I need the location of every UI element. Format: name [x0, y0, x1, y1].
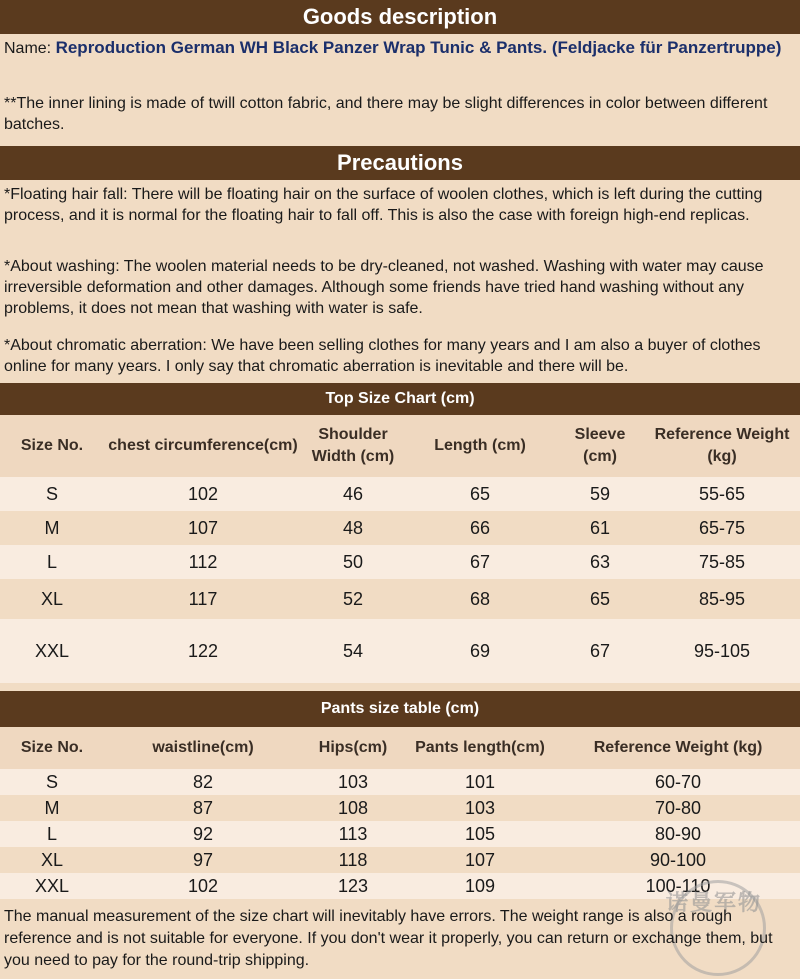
goods-name	[0, 34, 800, 91]
table-cell: 75-85	[644, 545, 800, 579]
table-cell: 54	[302, 619, 404, 683]
table-cell: 68	[404, 579, 556, 619]
column-header: Size No.	[0, 727, 104, 769]
column-header: chest circumference(cm)	[104, 415, 302, 477]
table-row	[0, 769, 800, 795]
table-cell: 63	[556, 545, 644, 579]
table-cell: 109	[404, 873, 556, 899]
table-cell: 59	[556, 477, 644, 511]
column-header: Shoulder Width (cm)	[302, 415, 404, 477]
table-cell: 102	[104, 873, 302, 899]
table-cell: S	[0, 477, 104, 511]
table-cell: M	[0, 511, 104, 545]
column-header: Reference Weight (kg)	[556, 727, 800, 769]
table-cell: 48	[302, 511, 404, 545]
pants-chart-header: Pants size table (cm)	[0, 691, 800, 727]
table-header-row	[0, 415, 800, 477]
table-cell: XXL	[0, 873, 104, 899]
product-name: Reproduction German WH Black Panzer Wrap Tunic & Pants. (Feldjacke für Panzertruppe)	[55, 38, 782, 57]
table-cell: XL	[0, 579, 104, 619]
table-cell: 55-65	[644, 477, 800, 511]
table-cell: 67	[404, 545, 556, 579]
table-cell: 85-95	[644, 579, 800, 619]
column-header: Reference Weight (kg)	[644, 415, 800, 477]
table-cell: 107	[104, 511, 302, 545]
table-cell: 113	[302, 821, 404, 847]
table-cell: 60-70	[556, 769, 800, 795]
column-header: waistline(cm)	[104, 727, 302, 769]
table-cell: 107	[404, 847, 556, 873]
table-cell: 50	[302, 545, 404, 579]
table-cell: 92	[104, 821, 302, 847]
table-cell: S	[0, 769, 104, 795]
table-cell: L	[0, 545, 104, 579]
table-row	[0, 545, 800, 579]
table-cell: 105	[404, 821, 556, 847]
table-row	[0, 821, 800, 847]
goods-header: Goods description	[0, 0, 800, 34]
table-cell: 82	[104, 769, 302, 795]
table-cell: 101	[404, 769, 556, 795]
precaution-item: *Floating hair fall: There will be floating hair on the surface of woolen clothes, which is left during the cutting process, and it is normal for the floating hair to fall off. This is also the case with foreign high-end replicas.	[0, 180, 800, 254]
table-row	[0, 511, 800, 545]
table-cell: 108	[302, 795, 404, 821]
column-header: Length (cm)	[404, 415, 556, 477]
table-row	[0, 795, 800, 821]
table-cell: XXL	[0, 619, 104, 683]
footer-note: The manual measurement of the size chart will inevitably have errors. The weight range is also a rough reference and is not suitable for everyone. If you don't wear it properly, you can return or exchange them, but you need to pay for the round-trip shipping.	[4, 908, 773, 969]
table-cell: 117	[104, 579, 302, 619]
table-cell: 102	[104, 477, 302, 511]
table-cell: 103	[404, 795, 556, 821]
table-cell: 52	[302, 579, 404, 619]
table-cell: 123	[302, 873, 404, 899]
table-cell: 87	[104, 795, 302, 821]
watermark-text: 诺曼军物	[665, 890, 762, 915]
table-cell: 95-105	[644, 619, 800, 683]
table-row	[0, 579, 800, 619]
table-cell: 67	[556, 619, 644, 683]
column-header: Size No.	[0, 415, 104, 477]
table-cell: 122	[104, 619, 302, 683]
table-cell: 90-100	[556, 847, 800, 873]
precautions-header: Precautions	[0, 146, 800, 180]
column-header: Hips(cm)	[302, 727, 404, 769]
column-header: Pants length(cm)	[404, 727, 556, 769]
pants-size-table	[0, 727, 800, 899]
table-row	[0, 847, 800, 873]
table-cell: 66	[404, 511, 556, 545]
table-row	[0, 477, 800, 511]
table-cell: 65-75	[644, 511, 800, 545]
table-cell: 103	[302, 769, 404, 795]
column-header: Sleeve (cm)	[556, 415, 644, 477]
table-cell: 65	[556, 579, 644, 619]
precaution-item: *About washing: The woolen material needs to be dry-cleaned, not washed. Washing with water may cause irreversible deformation and other damages. Although some friends have tried hand washing without any problems, it does not mean that washing with water is safe.	[0, 254, 800, 333]
lining-note: **The inner lining is made of twill cotton fabric, and there may be slight differences in color between different batches.	[0, 91, 800, 146]
table-cell: 70-80	[556, 795, 800, 821]
table-header-row	[0, 727, 800, 769]
precaution-item: *About chromatic aberration: We have been selling clothes for many years and I am also a buyer of clothes online for many years. I only say that chromatic aberration is inevitable and there will be.	[0, 333, 800, 383]
table-cell: M	[0, 795, 104, 821]
table-cell: 112	[104, 545, 302, 579]
table-cell: 69	[404, 619, 556, 683]
table-cell: XL	[0, 847, 104, 873]
table-cell: 61	[556, 511, 644, 545]
table-cell: 80-90	[556, 821, 800, 847]
table-cell: 65	[404, 477, 556, 511]
top-chart-header: Top Size Chart (cm)	[0, 383, 800, 415]
top-size-table	[0, 415, 800, 683]
name-label: Name:	[4, 40, 56, 57]
table-cell: 100-110	[556, 873, 800, 899]
table-cell: 46	[302, 477, 404, 511]
table-cell: 118	[302, 847, 404, 873]
table-cell: L	[0, 821, 104, 847]
table-row	[0, 619, 800, 683]
table-cell: 97	[104, 847, 302, 873]
